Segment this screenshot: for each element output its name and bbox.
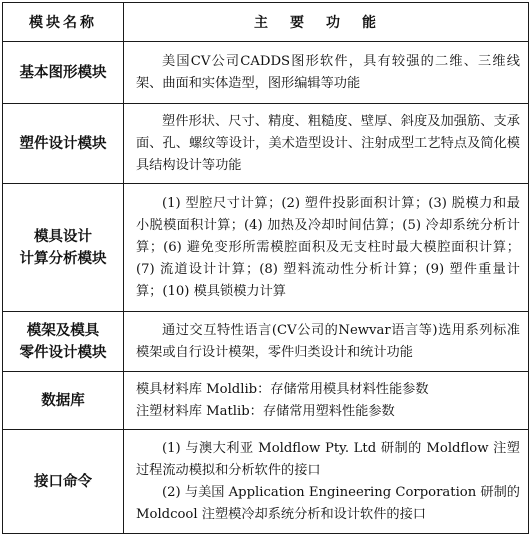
header-module-name: 模块名称 (3, 3, 124, 42)
row-module-name: 基本图形模块 (3, 42, 124, 104)
row-module-name (3, 184, 124, 312)
description-line: 美国CV公司CADDS图形软件，具有较强的二维、三维线架、曲面和实体造型，图形编辑等功能 (136, 53, 520, 91)
table-row (3, 430, 529, 534)
module-name-line-1: 模架及模具 (26, 321, 100, 339)
row-description (124, 372, 529, 430)
row-module-name: 塑件设计模块 (3, 104, 124, 184)
table-row (3, 372, 529, 430)
module-function-table-container (2, 2, 529, 533)
table-row (3, 42, 529, 104)
table-row (3, 312, 529, 372)
module-name-line-1: 模具设计 (34, 227, 92, 245)
module-name-line-2: 零件设计模块 (19, 343, 107, 361)
header-main-function: 主要功能 (124, 3, 529, 42)
row-module-name: 数据库 (3, 372, 124, 430)
description-line: (1) 与澳大利亚 Moldflow Pty. Ltd 研制的 Moldflow 注塑过程流动模拟和分析软件的接口 (136, 440, 520, 478)
row-description (124, 312, 529, 372)
row-description (124, 42, 529, 104)
description-line: 模具材料库 Moldlib：存储常用模具材料性能参数 (136, 381, 429, 397)
description-line: 通过交互特性语言(CV公司的Newvar语言等)选用系列标准模架或自行设计模架，零件归类设计和统计功能 (136, 322, 520, 360)
description-line: (1) 型腔尺寸计算；(2) 塑件投影面积计算；(3) 脱模力和最小脱模面积计算；(4) 加热及冷却时间估算；(5) 冷却系统分析计算；(6) 避免变形所需模腔面积及无支柱时最大模腔面积计算；(7) 流道设计计算；(8) 塑料流动性分析计算；(9) 塑件重量计算；(10) 模具锁模力计算 (136, 195, 520, 299)
table-row (3, 104, 529, 184)
description-line: 塑件形状、尺寸、精度、粗糙度、壁厚、斜度及加强筋、支承面、孔、螺纹等设计，美术造型设计、注射成型工艺特点及简化模具结构设计等功能 (136, 113, 520, 173)
table-header-row (3, 3, 529, 42)
row-module-name (3, 312, 124, 372)
row-description (124, 104, 529, 184)
module-function-table (2, 2, 529, 534)
row-description (124, 184, 529, 312)
description-line: 注塑材料库 Matlib：存储常用塑料性能参数 (136, 403, 395, 419)
row-module-name: 接口命令 (3, 430, 124, 534)
description-line: (2) 与美国 Application Engineering Corporation 研制的 Moldcool 注塑模冷却系统分析和设计软件的接口 (136, 484, 520, 522)
row-description (124, 430, 529, 534)
table-row (3, 184, 529, 312)
module-name-line-2: 计算分析模块 (19, 249, 107, 267)
